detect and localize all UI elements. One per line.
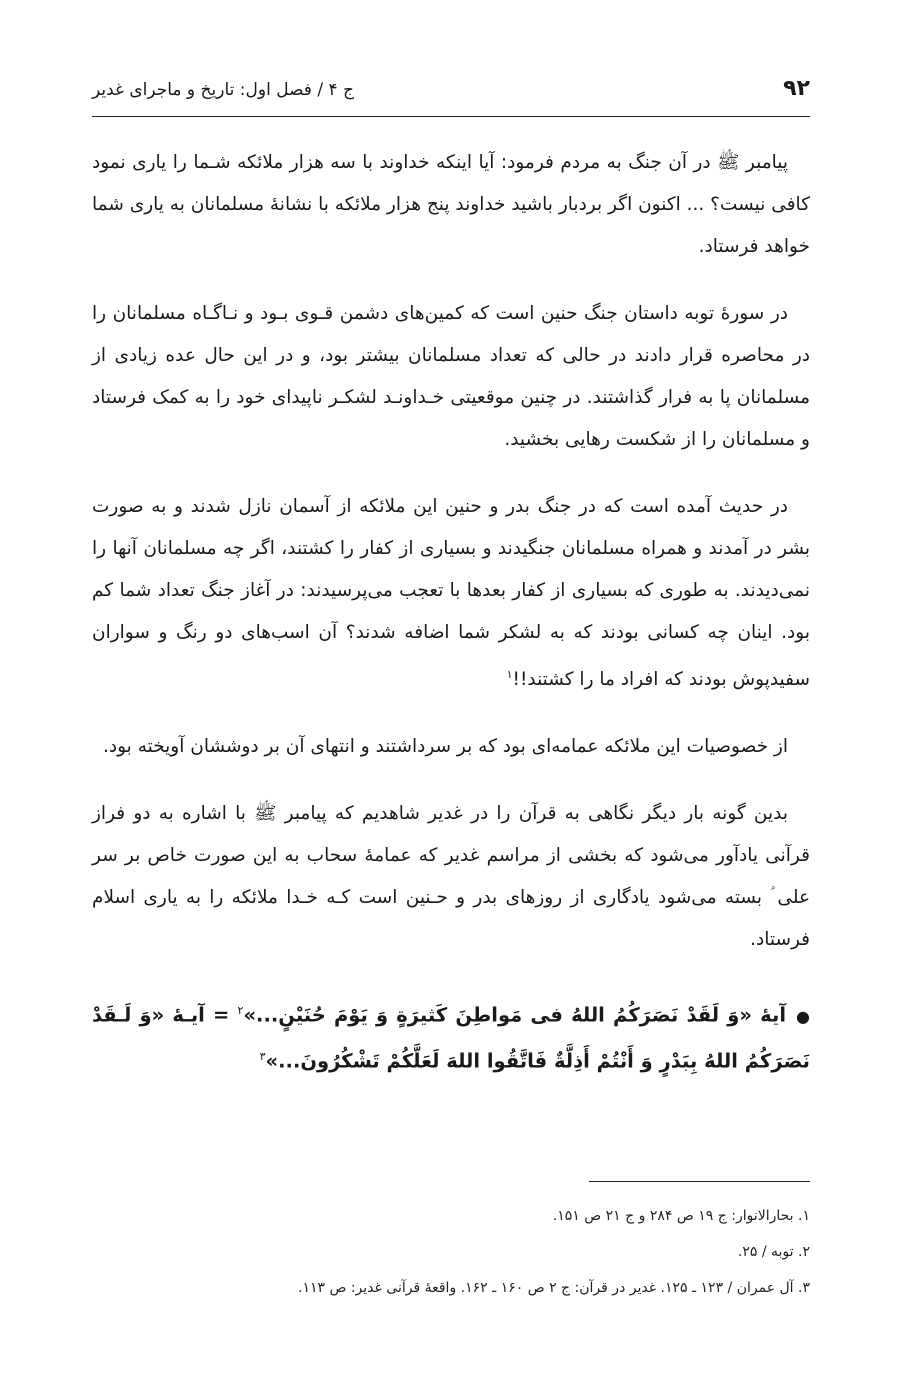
- footnote-ref-1: ۱: [506, 668, 513, 681]
- paragraph-2: در سورهٔ توبه داستان جنگ حنین است که کمین‌های دشمن قـوی بـود و نـاگـاه مسلمانان را در محاصره قرار دادند در حالی که تعداد مسلمانان بیشتر بود، و در این حال عده زیادی از مسلمانان پا به فرار گذاشتند. در چنین موقعیتی خـداونـد لشکـر ناپیدای خود را به کمک فرستاد و مسلمانان را از شکست رهایی بخشید.: [92, 303, 810, 450]
- paragraph-4: از خصوصیات این ملائکه عمامه‌ای بود که بر سرداشتند و انتهای آن بر دوششان آویخته بود.: [103, 736, 788, 758]
- footnote-2: ۲. توبه / ۲۵.: [737, 1244, 810, 1260]
- running-title: ج ۴ / فصل اول: تاریخ و ماجرای غدیر: [92, 80, 355, 100]
- page-number: ۹۲: [783, 76, 810, 101]
- paragraph-1: پیامبر ﷺ در آن جنگ به مردم فرمود: آیا اینکه خداوند با سه هزار ملائکه شـما را یاری نمود کافی نیست؟ ... اکنون اگر بردبار باشید خداوند پنج هزار ملائکه با نشانهٔ مسلمانان به یاری شما خواهد فرستاد.: [92, 152, 810, 257]
- footnote-1: ۱. بحارالانوار: ج ۱۹ ص ۲۸۴ و ج ۲۱ ص ۱۵۱.: [552, 1208, 810, 1224]
- footnote-divider: [589, 1181, 810, 1182]
- verse-part-2: = آیـهٔ «وَ لَـقَدْ نَصَرَکُمُ اللهُ بِبَدْرٍ وَ أَنْتُمْ أَذِلَّةٌ فَاتَّقُوا اللهَ لَعَلَّکُمْ تَشْکُرُونَ...»: [92, 1003, 810, 1073]
- footnotes: [92, 1198, 810, 1306]
- paragraph-3: [92, 486, 810, 701]
- bullet-icon: ●: [796, 1006, 810, 1026]
- paragraph-5: بدین گونه بار دیگر نگاهی به قرآن را در غدیر شاهدیم که پیامبر ﷺ با اشاره به دو فراز قرآنی یادآور می‌شود که بخشی از مراسم غدیر که عمامهٔ سحاب به این صورت خاص بر سر علی ؑ بسته می‌شود یادگاری از روزهای بدر و حـنین است کـه خـدا ملائکه را به یاری اسلام فرستاد.: [92, 803, 810, 951]
- paragraph-3-text: در حدیث آمده است که در جنگ بدر و حنین این ملائکه از آسمان نازل شدند و به صورت بشر در آمدند و همراه مسلمانان جنگیدند و بسیاری از کفار را کشتند، اگر چه مسلمانان آنها را نمی‌دیدند. به طوری که بسیاری از کفار بعدها با تعجب می‌پرسیدند: در آغاز جنگ تعداد شما کم بود. اینان چه کسانی بودند که به لشکر شما اضافه شدند؟ آن اسب‌های دو رنگ و سواران سفیدپوش بودند که افراد ما را کشتند!!: [92, 496, 810, 691]
- verse-part-1: آیهٔ «وَ لَقَدْ نَصَرَکُمُ اللهُ فی مَواطِنَ کَثیرَةٍ وَ یَوْمَ حُنَیْنٍ...»: [243, 1003, 787, 1027]
- footnote-ref-2: ۲: [237, 1004, 244, 1018]
- body-text: [92, 142, 810, 1081]
- verse-highlight: [92, 991, 810, 1081]
- footnote-ref-3: ۳: [259, 1049, 266, 1063]
- footnote-3: ۳. آل عمران / ۱۲۳ ـ ۱۲۵. غدیر در قرآن: ج ۲ ص ۱۶۰ ـ ۱۶۲. واقعهٔ قرآنی غدیر: ص ۱۱۳.: [297, 1280, 810, 1296]
- page-header: [92, 70, 810, 117]
